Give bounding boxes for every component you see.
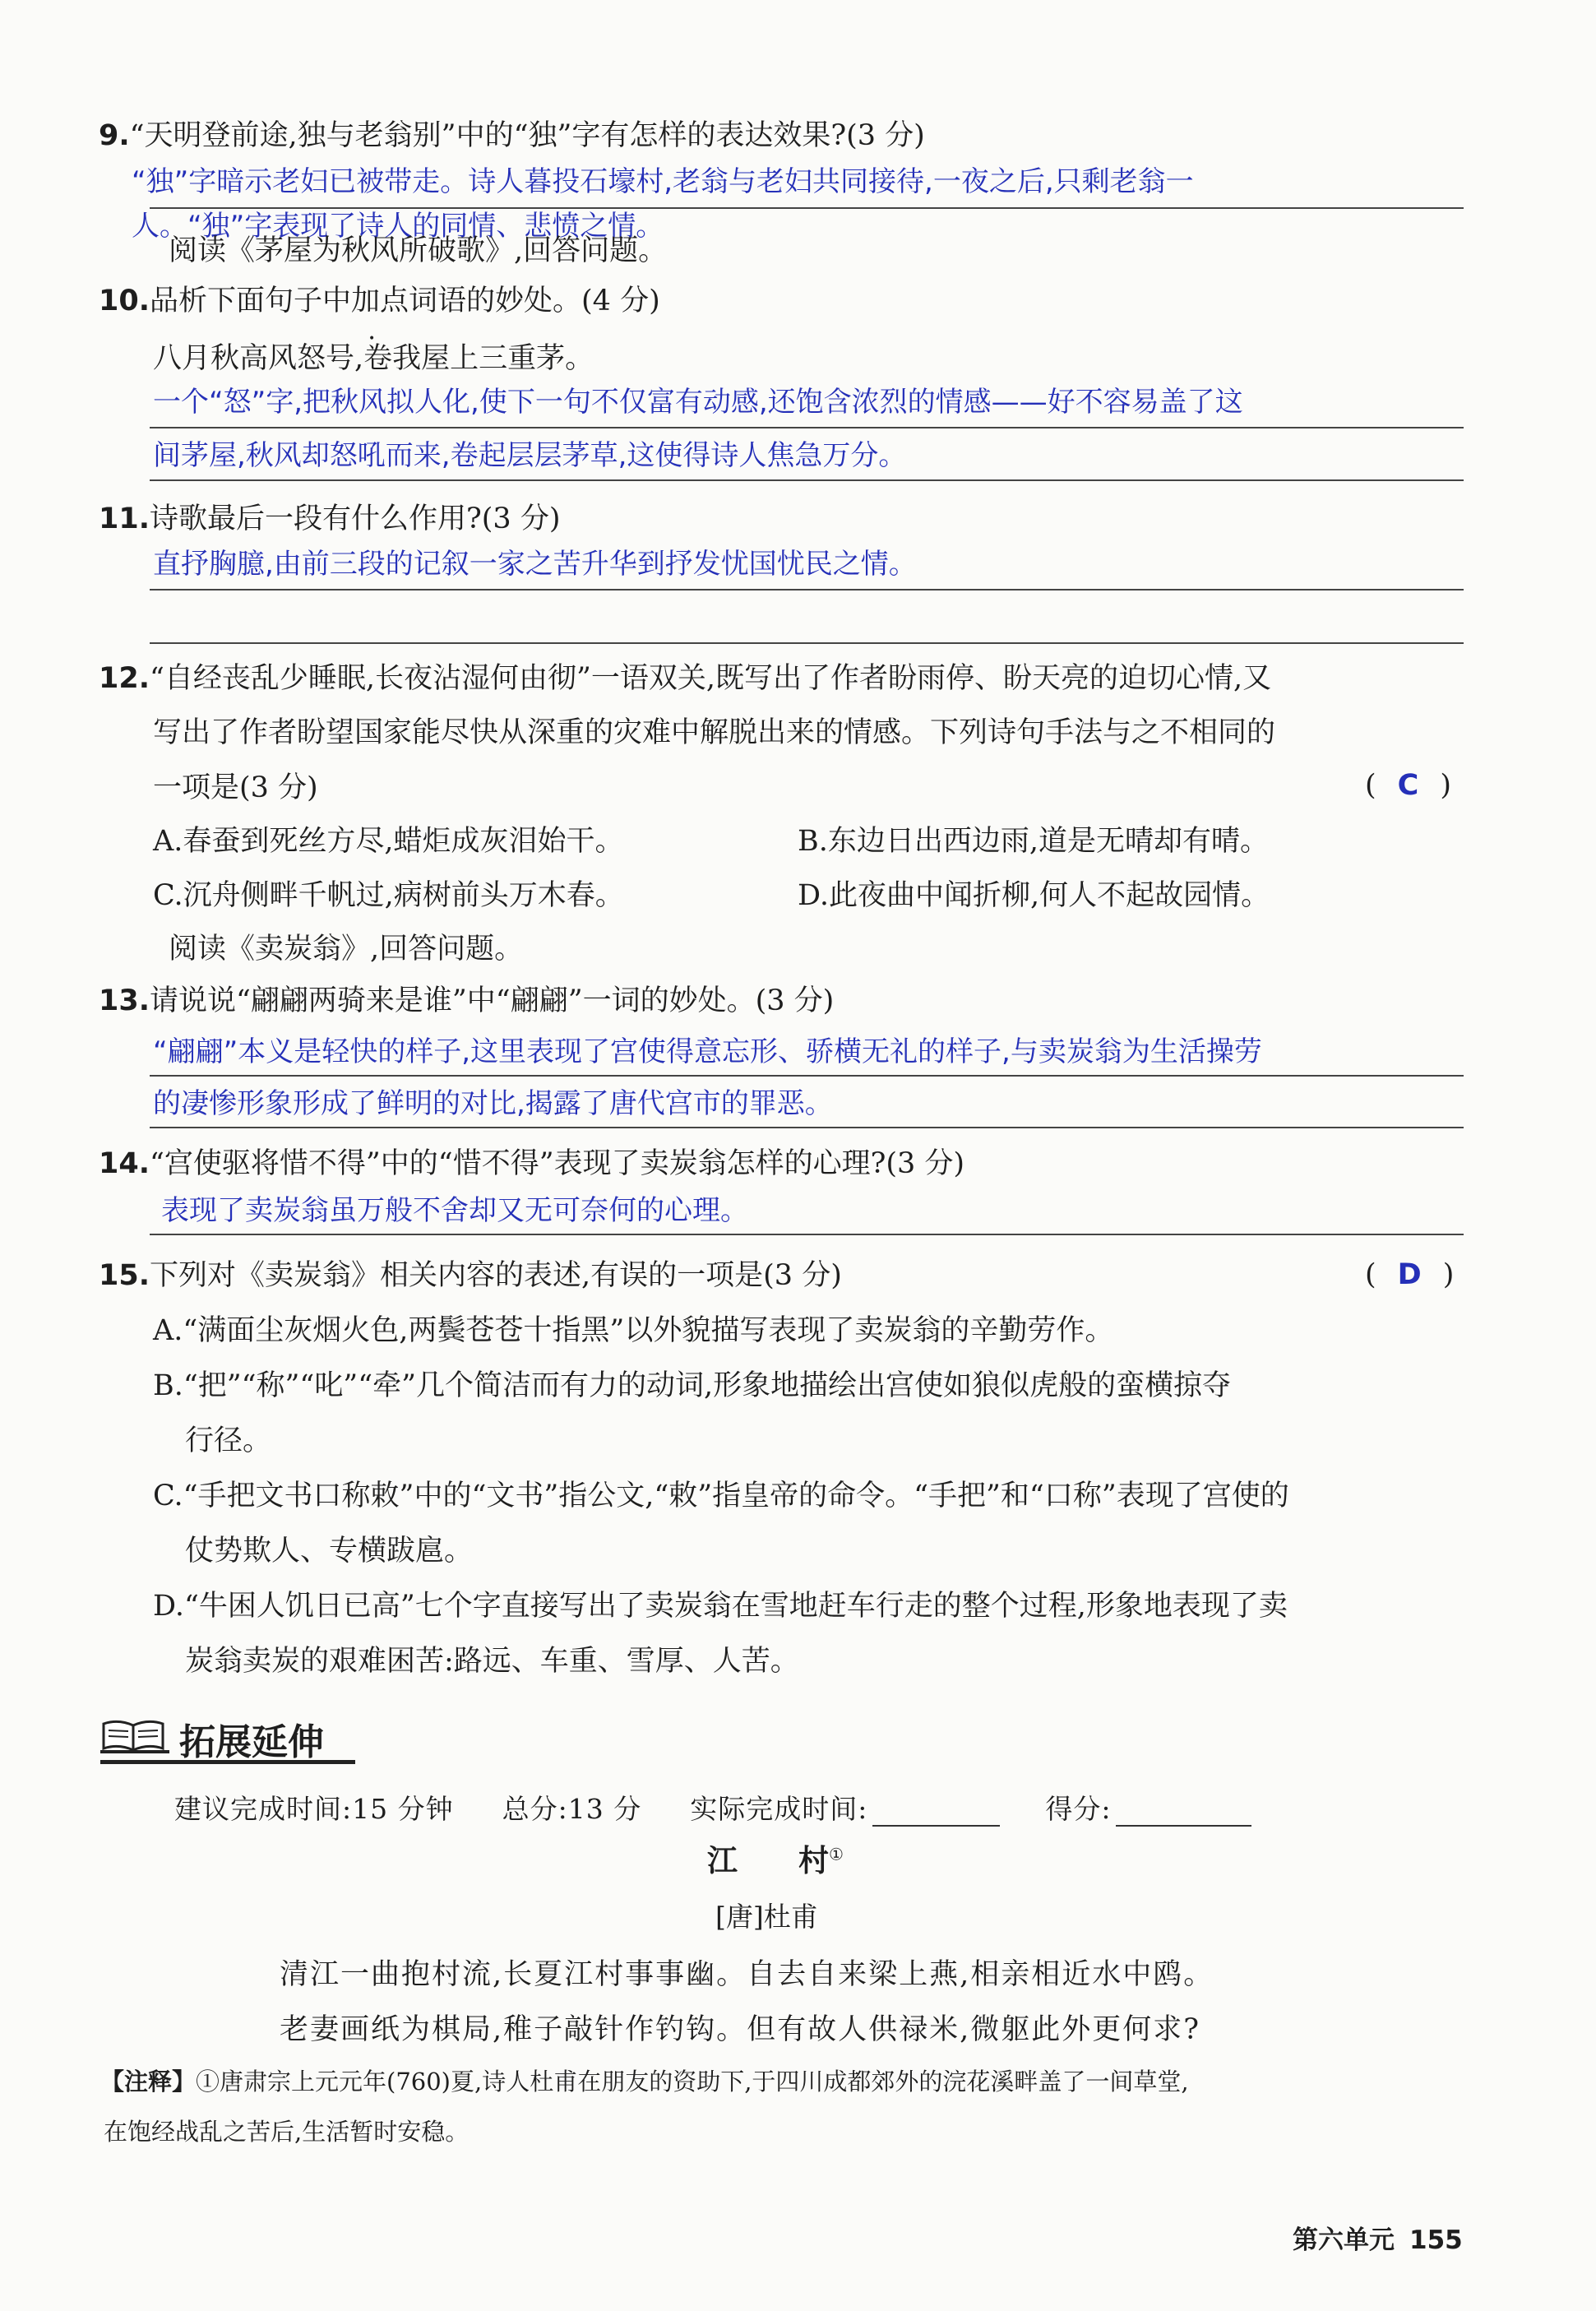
actual-time-label: 实际完成时间: bbox=[690, 1793, 868, 1825]
q12-line-1 bbox=[99, 658, 1271, 699]
q14-answer-line-1: 表现了卖炭翁虽万般不舍却又无可奈何的心理。 bbox=[161, 1194, 748, 1227]
score-blank[interactable] bbox=[1116, 1797, 1251, 1827]
q12-line-2: 写出了作者盼望国家能尽快从深重的灾难中解脱出来的情感。下列诗句手法与之不相同的 bbox=[153, 716, 1276, 749]
section-title-extension: 拓展延伸 bbox=[179, 1721, 324, 1763]
q15-choice-b-line-2: 行径。 bbox=[185, 1424, 272, 1457]
q15-stem bbox=[99, 1255, 842, 1296]
poem-line-1: 清江一曲抱村流,长夏江村事事幽。自去自来梁上燕,相亲相近水中鸥。 bbox=[280, 1958, 1214, 1991]
time-score-line bbox=[174, 1788, 1263, 1827]
q12-choice-d: D.此夜曲中闻折柳,何人不起故园情。 bbox=[798, 879, 1270, 912]
answer-rule bbox=[150, 427, 1464, 428]
answer-rule bbox=[150, 589, 1464, 590]
q10-answer-line-1: 一个“怒”字,把秋风拟人化,使下一句不仅富有动感,还饱含浓烈的情感——好不容易盖了这 bbox=[153, 386, 1243, 419]
note-text: ①唐肃宗上元元年(760)夏,诗人杜甫在朋友的资助下,于四川成都郊外的浣花溪畔盖了一间草堂, bbox=[196, 2068, 1189, 2096]
q9-text: “天明登前途,独与老翁别”中的“独”字有怎样的表达效果?(3 分) bbox=[129, 119, 925, 152]
page-number: 155 bbox=[1409, 2225, 1463, 2255]
q10-text: 品析下面句子中加点词语的妙处。(4 分) bbox=[150, 285, 660, 317]
q14-stem bbox=[99, 1143, 965, 1184]
note-label: 【注释】 bbox=[100, 2068, 197, 2096]
q12-answer-box: ( C ) bbox=[1365, 769, 1451, 802]
emphasis-dot: • bbox=[368, 332, 376, 345]
q12-choice-a: A.春蚕到死丝方尽,蜡炬成灰泪始干。 bbox=[153, 825, 624, 858]
q12-choice-c: C.沉舟侧畔千帆过,病树前头万木春。 bbox=[153, 879, 624, 912]
q13-text: 请说说“翩翩两骑来是谁”中“翩翩”一词的妙处。(3 分) bbox=[150, 984, 835, 1017]
q15-choice-c-line-2: 仗势欺人、专横跋扈。 bbox=[185, 1535, 474, 1568]
q11-number: 11. bbox=[99, 502, 150, 535]
answer-rule bbox=[150, 642, 1464, 644]
q15-choice-b-line-1: B.“把”“称”“叱”“牵”几个简洁而有力的动词,形象地描绘出宫使如狼似虎般的蛮横掠夺 bbox=[153, 1369, 1232, 1402]
q11-text: 诗歌最后一段有什么作用?(3 分) bbox=[150, 502, 561, 535]
q15-answer: D bbox=[1397, 1258, 1422, 1291]
q14-number: 14. bbox=[99, 1147, 150, 1180]
actual-time-blank[interactable] bbox=[872, 1797, 1000, 1827]
q15-choice-a: A.“满面尘灰烟火色,两鬓苍苍十指黑”以外貌描写表现了卖炭翁的辛勤劳作。 bbox=[153, 1314, 1114, 1347]
unit-label: 第六单元 bbox=[1293, 2225, 1395, 2255]
q13-stem bbox=[99, 980, 834, 1021]
q9-stem bbox=[99, 115, 925, 156]
q12-number: 12. bbox=[99, 662, 150, 695]
q15-text: 下列对《卖炭翁》相关内容的表述,有误的一项是(3 分) bbox=[150, 1259, 842, 1292]
answer-rule bbox=[150, 1075, 1464, 1077]
q14-text: “宫使驱将惜不得”中的“惜不得”表现了卖炭翁怎样的心理?(3 分) bbox=[150, 1147, 965, 1180]
q15-choice-d-line-1: D.“牛困人饥日已高”七个字直接写出了卖炭翁在雪地赶车行走的整个过程,形象地表现了卖 bbox=[153, 1590, 1288, 1623]
answer-rule bbox=[150, 1234, 1464, 1235]
q15-answer-box: ( D ) bbox=[1365, 1258, 1455, 1291]
footnote-marker: ① bbox=[829, 1844, 844, 1864]
suggested-time: 建议完成时间:15 分钟 bbox=[174, 1793, 454, 1825]
q13-number: 13. bbox=[99, 984, 150, 1017]
poem-author: [唐]杜甫 bbox=[715, 1901, 818, 1933]
q12-choice-b: B.东边日出西边雨,道是无晴却有晴。 bbox=[798, 825, 1269, 858]
total-score: 总分:13 分 bbox=[502, 1793, 642, 1825]
q12-text: “自经丧乱少睡眠,长夜沾湿何由彻”一语双关,既写出了作者盼雨停、盼天亮的迫切心情,又 bbox=[150, 662, 1272, 695]
poem-title: 江 村① bbox=[707, 1843, 844, 1878]
q13-answer-line-2: 的凄惨形象形成了鲜明的对比,揭露了唐代宫市的罪恶。 bbox=[153, 1087, 833, 1120]
q10-stem bbox=[99, 280, 660, 322]
section-underline bbox=[100, 1760, 355, 1764]
q9-answer-line-1: “独”字暗示老妇已被带走。诗人暮投石壕村,老翁与老妇共同接待,一夜之后,只剩老翁一 bbox=[132, 165, 1194, 198]
q11-stem bbox=[99, 498, 561, 540]
answer-rule bbox=[150, 479, 1464, 481]
book-icon bbox=[100, 1717, 169, 1755]
q15-number: 15. bbox=[99, 1259, 150, 1292]
q10-answer-line-2: 间茅屋,秋风却怒吼而来,卷起层层茅草,这使得诗人焦急万分。 bbox=[153, 439, 907, 472]
q10-quote: 八月秋高风怒号,卷我屋上三重茅。 bbox=[153, 342, 594, 375]
note-line-2: 在饱经战乱之苦后,生活暂时安稳。 bbox=[104, 2118, 470, 2146]
q15-choice-c-line-1: C.“手把文书口称敕”中的“文书”指公文,“敕”指皇帝的命令。“手把”和“口称”表现了宫使的 bbox=[153, 1480, 1289, 1512]
reading-prompt-maitan: 阅读《卖炭翁》,回答问题。 bbox=[169, 933, 524, 966]
q15-choice-d-line-2: 炭翁卖炭的艰难困苦:路远、车重、雪厚、人苦。 bbox=[185, 1645, 799, 1678]
answer-rule bbox=[150, 1127, 1464, 1128]
q12-line-3: 一项是(3 分) bbox=[153, 771, 318, 804]
q10-number: 10. bbox=[99, 285, 150, 317]
q11-answer-line-1: 直抒胸臆,由前三段的记叙一家之苦升华到抒发忧国忧民之情。 bbox=[153, 548, 917, 581]
poem-line-2: 老妻画纸为棋局,稚子敲针作钓钩。但有故人供禄米,微躯此外更何求? bbox=[280, 2013, 1201, 2046]
q13-answer-line-1: “翩翩”本义是轻快的样子,这里表现了宫使得意忘形、骄横无礼的样子,与卖炭翁为生活操劳 bbox=[153, 1035, 1262, 1068]
q12-answer: C bbox=[1397, 769, 1419, 802]
q9-number: 9. bbox=[99, 119, 130, 152]
score-label: 得分: bbox=[1045, 1793, 1112, 1825]
reading-prompt-maowu: 阅读《茅屋为秋风所破歌》,回答问题。 bbox=[169, 234, 668, 267]
note-line-1 bbox=[100, 2063, 1189, 2100]
q9-answer-line-2: 人。“独”字表现了诗人的同情、悲愤之情。 bbox=[132, 210, 664, 243]
page-footer bbox=[1293, 2219, 1463, 2256]
